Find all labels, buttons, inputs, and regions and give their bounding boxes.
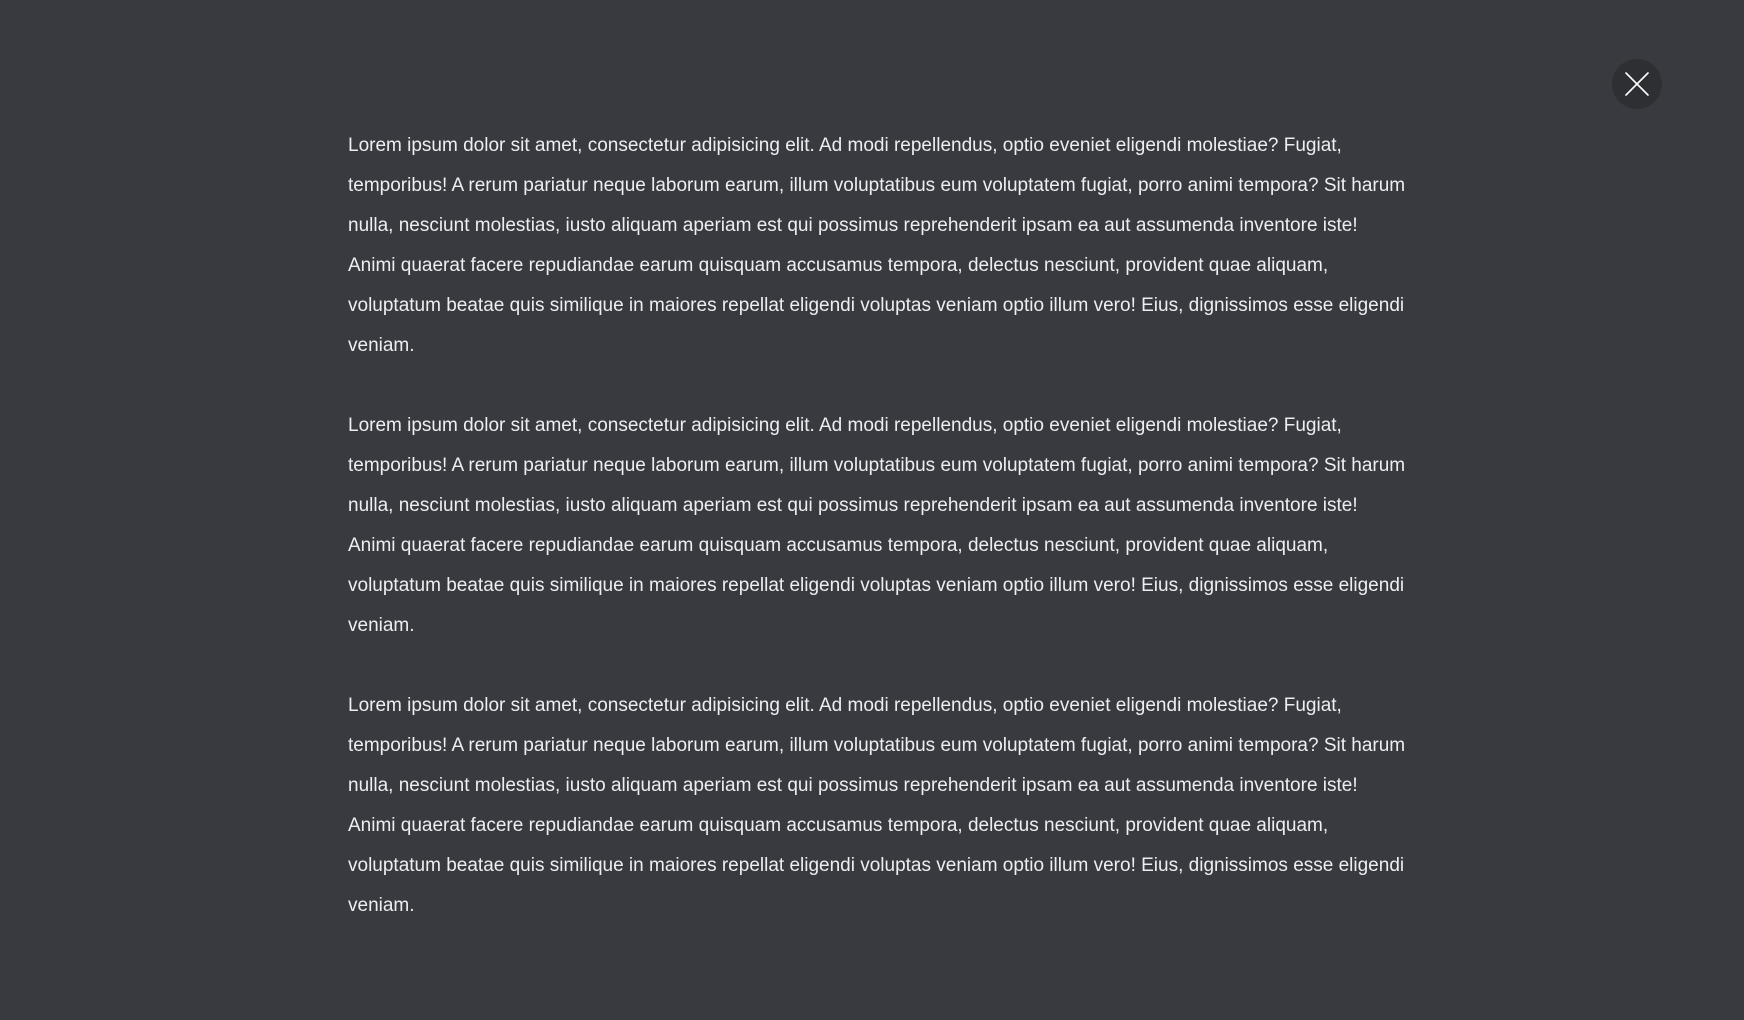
close-button[interactable]: [1612, 59, 1662, 109]
body-paragraph-3: Lorem ipsum dolor sit amet, consectetur adipisicing elit. Ad modi repellendus, optio eveniet eligendi molestiae? Fugiat, temporibus! A rerum pariatur neque laborum earum, illum voluptatibus eum voluptatem fugiat, porro animi tempora? Sit harum nulla, nesciunt molestias, iusto aliquam aperiam est qui possimus reprehenderit ipsam ea aut assumenda inventore iste! Animi quaerat facere repudiandae earum quisquam accusamus tempora, delectus nesciunt, provident quae aliquam, voluptatum beatae quis similique in maiores repellat eligendi voluptas veniam optio illum vero! Eius, dignissimos esse eligendi veniam.: [348, 695, 1406, 916]
close-icon: [1624, 71, 1650, 97]
body-paragraph-1: Lorem ipsum dolor sit amet, consectetur adipisicing elit. Ad modi repellendus, optio eveniet eligendi molestiae? Fugiat, temporibus! A rerum pariatur neque laborum earum, illum voluptatibus eum voluptatem fugiat, porro animi tempora? Sit harum nulla, nesciunt molestias, iusto aliquam aperiam est qui possimus reprehenderit ipsam ea aut assumenda inventore iste! Animi quaerat facere repudiandae earum quisquam accusamus tempora, delectus nesciunt, provident quae aliquam, voluptatum beatae quis similique in maiores repellat eligendi voluptas veniam optio illum vero! Eius, dignissimos esse eligendi veniam.: [348, 135, 1406, 356]
body-paragraph-2: Lorem ipsum dolor sit amet, consectetur adipisicing elit. Ad modi repellendus, optio eveniet eligendi molestiae? Fugiat, temporibus! A rerum pariatur neque laborum earum, illum voluptatibus eum voluptatem fugiat, porro animi tempora? Sit harum nulla, nesciunt molestias, iusto aliquam aperiam est qui possimus reprehenderit ipsam ea aut assumenda inventore iste! Animi quaerat facere repudiandae earum quisquam accusamus tempora, delectus nesciunt, provident quae aliquam, voluptatum beatae quis similique in maiores repellat eligendi voluptas veniam optio illum vero! Eius, dignissimos esse eligendi veniam.: [348, 415, 1406, 636]
modal-content: [348, 126, 1408, 966]
